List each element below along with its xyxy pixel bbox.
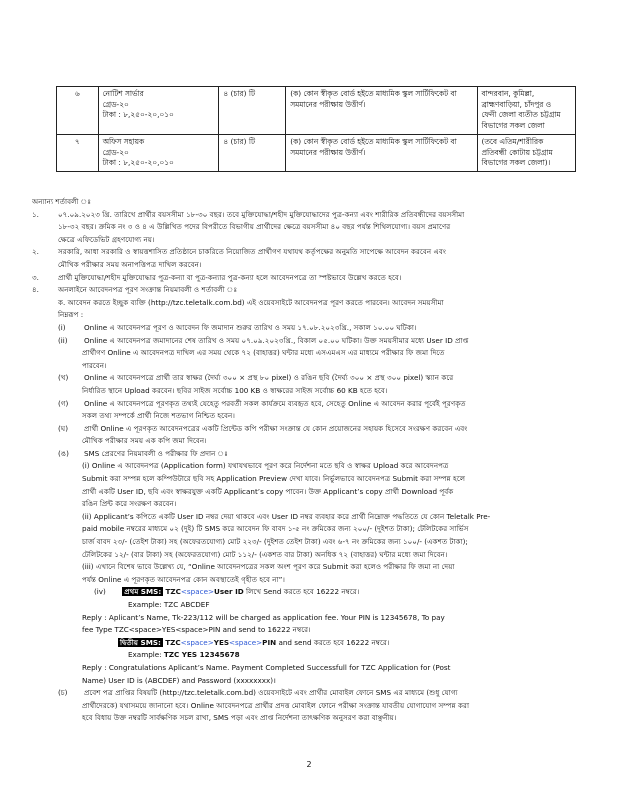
sms-rule-line: রঙিন প্রিন্ট করে সংরক্ষণ করবেন। bbox=[82, 499, 177, 509]
conditions-section bbox=[32, 196, 588, 725]
online-item-line: (চ) প্রবেশ পত্র প্রাপ্তির বিষয়টি (http://tzc.teletalk.com.bd) ওয়েবসাইটে এবং প্রার্থীর মোবাইল ফোনে SMS এর মাধ্যমে (শুধু যোগ্য bbox=[58, 688, 458, 698]
quota-line: প্রতিবন্ধী কোটায় চট্টগ্রাম bbox=[481, 147, 553, 157]
quota-cell bbox=[477, 134, 576, 171]
online-item-line: নির্ধারিত স্থানে Upload করবেন। ছবির সাইজ সর্বোচ্চ 100 KB ও স্বাক্ষরের সাইজ সর্বোচ্চ 60 KB হতে হবে। bbox=[82, 385, 388, 395]
condition-line: ১. ০৭.০৯.২০২৩ খ্রি. তারিখে প্রার্থীর বয়সসীমা ১৮-৩০ বছর। তবে মুক্তিযোদ্ধা/শহীদ মুক্তিযোদ্ধাদের পুত্র-কন্যা এবং শারীরিক প্রতিবন্ধীদের বয়সসীমা bbox=[32, 209, 588, 222]
count-cell: ৪ (চার) টি bbox=[219, 87, 286, 135]
serial-cell: ৭ bbox=[57, 134, 99, 171]
table-row bbox=[57, 87, 576, 135]
sms-rule-line: পর্যন্ত Online এ পূরণকৃত আবেদনপত্র কোন অবস্থাতেই গৃহীত হবে না”। bbox=[82, 574, 285, 584]
online-item-line: সকল তথ্য সম্পর্কে প্রার্থী নিজে শতভাগ নিশ্চিত হবেন। bbox=[82, 411, 235, 421]
quota-line: বিভাগের সকল জেলা bbox=[481, 121, 545, 131]
post-name: নোটিশ সার্ভার bbox=[102, 89, 144, 98]
quota-line: (তবে এতিম/শারীরিক bbox=[481, 136, 544, 146]
online-item-line: (খ) Online এ আবেদনপত্রে প্রার্থী তার স্বাক্ষর (দৈর্ঘ্য ৩০০ × প্রস্থ ৮০ pixel) ও রঙিন ছবি (দৈর্ঘ্য ৩০০ × প্রস্থ ৩০০ pixel) স্ক্যান করে bbox=[58, 373, 454, 383]
sms-rule-line: (i) Online এ আবেদনপত্র (Application form) যথাযথভাবে পূরণ করে নির্দেশনা মতে ছবি ও স্বাক্ষর Upload করে আবেদনপত্র bbox=[82, 461, 449, 471]
quota-line: বান্দরবান, কুমিল্লা, bbox=[481, 89, 535, 98]
second-sms-line: দ্বিতীয় SMS: TZC<space>YES<space>PIN and send করতে হবে 16222 নম্বরে। bbox=[120, 637, 390, 647]
posts-table bbox=[56, 86, 576, 172]
quota-line: ফেনী জেলা ব্যতীত চট্টগ্রাম bbox=[481, 110, 561, 120]
page-number: 2 bbox=[306, 760, 312, 769]
sms-rule-line: (ii) Applicant’s কপিতে একটি User ID নম্বর দেয়া থাকবে এবং User ID নম্বর ব্যবহার করে প্রার্থী নিম্নোক্ত পদ্ধতিতে যে কোন Teletalk Pre- bbox=[82, 511, 491, 521]
condition-line: ২. সরকারি, আধা সরকারি ও স্বায়ত্তশাসিত প্রতিষ্ঠানে চাকরিতে নিয়োজিত প্রার্থীগণ যথাযথ কর্তৃপক্ষের অনুমতি সাপেক্ষে আবেদন করবেন এবং bbox=[32, 246, 588, 259]
serial-cell: ৬ bbox=[57, 87, 99, 135]
qualification-cell: (ক) কোন স্বীকৃত বোর্ড হইতে মাধ্যমিক স্কুল সার্টিফিকেট বা সমমানের পরীক্ষায় উত্তীর্ণ। bbox=[286, 87, 477, 135]
condition-number: ২. bbox=[32, 247, 39, 257]
sms-rule-line: চার্জ বাবদ ২৩/- (তেইশ টাকা) সহ (অফেরতযোগ্য) মোট ২২৩/- (দুইশত তেইশ টাকা) এবং ৬-৭ নং ক্রমিকের জন্য ১০০/- (একশত টাকা); bbox=[82, 537, 468, 547]
online-item-line: (ঙ) SMS প্রেরণের নিয়মাবলী ও পরীক্ষার ফি প্রদান ঃ bbox=[58, 448, 228, 458]
sms-rule-line: প্রার্থী একটি User ID, ছবি এবং স্বাক্ষরযুক্ত একটি Applicant’s copy পাবেন। উক্ত Applicant’s copy প্রার্থী Download পূর্বক bbox=[82, 486, 454, 496]
condition-number: ১. bbox=[32, 209, 39, 219]
post-grade: গ্রেড-২০ bbox=[102, 99, 129, 109]
sms-reply-line: fee Type TZC<space>YES<space>PIN and send to 16222 নম্বরে। bbox=[82, 625, 311, 635]
post-grade: গ্রেড-২০ bbox=[102, 147, 129, 157]
condition-number: ৩. bbox=[32, 272, 39, 282]
sms-reply-line: Name) User ID is (ABCDEF) and Password (xxxxxxxx)। bbox=[82, 675, 276, 685]
condition-line: ৪. অনলাইনে আবেদনপত্র পূরণ সংক্রান্ত নিয়মাবলী ও শর্তাবলী ঃ bbox=[32, 284, 588, 297]
quota-line: বিভাগের সকল জেলা)। bbox=[481, 158, 551, 168]
sms-rule-line: Submit করা সম্পন্ন হলে কম্পিউটারে ছবি সহ Application Preview দেখা যাবে। নির্ভুলভাবে আবেদনপত্র Submit করা সম্পন্ন হলে bbox=[82, 474, 466, 484]
post-name: অফিস সহায়ক bbox=[102, 136, 145, 146]
sms-rule-line: টেলিটকের ১২/- (বার টাকা) সহ (অফেরতযোগ্য) মোট ১১২/- (একশত বার টাকা) অনধিক ৭২ (বাহাত্তর) ঘন্টার মধ্যে জমা দিবেন। bbox=[82, 549, 448, 559]
sms-rule-line: (iii) এখানে বিশেষ ভাবে উল্লেখ্য যে, “Online আবেদনপত্রের সকল অংশ পূরণ করে Submit করা হলেও পরীক্ষার ফি জমা না দেয়া bbox=[82, 562, 455, 572]
count-cell: ৪ (চার) টি bbox=[219, 134, 286, 171]
condition-line: মৌখিক পরীক্ষার সময় অনাপত্তিপত্র দাখিল করবেন। bbox=[58, 259, 202, 269]
quota-cell bbox=[477, 87, 576, 135]
condition-line: ক্ষেত্রে এফিডেভিট গ্রহণযোগ্য নয়। bbox=[58, 234, 155, 244]
online-intro-line: ক. আবেদন করতে ইচ্ছুক ব্যক্তি (http://tzc.teletalk.com.bd) এই ওয়েবসাইটে আবেদনপত্র পূরণ করতে পারবেন। আবেদন সময়সীমা bbox=[58, 297, 444, 307]
condition-number: ৪. bbox=[32, 285, 39, 295]
post-salary: টাকা : ৮,২৫০-২০,০১০ bbox=[102, 158, 174, 168]
first-sms-line: (iv) প্রথম SMS: TZC<space>User ID লিখে Send করতে হবে 16222 নম্বরে। bbox=[94, 587, 360, 597]
condition-line: ৩. প্রার্থী মুক্তিযোদ্ধা/শহীদ মুক্তিযোদ্ধার পুত্র-কন্যা বা পুত্র-কন্যার পুত্র-কন্যা হলে আবেদনপত্রে তা স্পষ্টভাবে উল্লেখ করতে হবে। bbox=[32, 272, 588, 285]
second-sms-badge: দ্বিতীয় SMS: bbox=[120, 637, 161, 647]
sms-example: Example: TZC YES 12345678 bbox=[128, 650, 240, 660]
post-cell bbox=[98, 134, 219, 171]
online-item-line: মৌখিক পরীক্ষার সময় এক কপি জমা দিবেন। bbox=[82, 436, 207, 446]
online-item-line: পারবেন। bbox=[82, 360, 107, 370]
online-item-line: (i) Online এ আবেদনপত্র পূরণ ও আবেদন ফি জমাদান শুরুর তারিখ ও সময় ১৭.০৮.২০২৩খ্রি., সকাল ১০.০০ ঘটিকা। bbox=[58, 322, 417, 332]
first-sms-badge: প্রথম SMS: bbox=[124, 587, 162, 597]
online-item-line: প্রার্থীগণ Online এ আবেদনপত্র দাখিল এর সময় থেকে ৭২ (বাহাত্তর) ঘন্টার মধ্যে এসএমএস এর মাধ্যমে পরীক্ষার ফি জমা দিতে bbox=[82, 348, 445, 358]
online-item-line: (গ) Online এ আবেদনপত্রে পূরণকৃত তথ্যই যেহেতু পরবর্তী সকল কার্যক্রমে ব্যবহৃত হবে, সেহেতু Online এ আবেদন করার পূর্বেই পূরণকৃত bbox=[58, 398, 466, 408]
post-salary: টাকা : ৮,২৫০-২০,০১০ bbox=[102, 110, 174, 120]
condition-line: ১৮-৩২ বছর। ক্রমিক নং ৩ ও ৪ এ উল্লিখিত পদের বিপরীতে বিভাগীয় প্রার্থীদের ক্ষেত্রে বয়সসীমা ৪০ বছর পর্যন্ত শিথিলযোগ্য। বয়স প্রমাণের bbox=[58, 222, 451, 232]
quota-line: ব্রাহ্মণবাড়িয়া, চাঁদপুর ও bbox=[481, 99, 552, 109]
online-intro-line: নিম্নরূপ : bbox=[58, 310, 84, 320]
conditions-heading: অন্যান্য শর্তাবলী ঃ bbox=[32, 197, 92, 206]
sms-reply-line: Reply : Aplicant’s Name, Tk-223/112 will be charged as application fee. Your PIN is 12345678, To pay bbox=[82, 612, 445, 622]
table-row bbox=[57, 134, 576, 171]
online-item-line: (ii) Online এ আবেদনপত্র জমাদানের শেষ তারিখ ও সময় ০৭.০৯.২০২৩খ্রি., বিকাল ০৫.০০ ঘটিকা। উক্ত সময়সীমার মধ্যে User ID প্রাপ্ত bbox=[58, 335, 469, 345]
online-item-line: হবে বিধায় উক্ত নম্বরটি সার্বক্ষণিক সচল রাখা, SMS পড়া এবং প্রাপ্ত নির্দেশনা তাৎক্ষণিক অনুসরণ করা বাঞ্ছনীয়। bbox=[82, 713, 397, 723]
post-cell bbox=[98, 87, 219, 135]
sms-example: Example: TZC ABCDEF bbox=[128, 600, 210, 609]
online-item-line: প্রার্থীদেরকে) যথাসময়ে জানানো হবে। Online আবেদনপত্রে প্রার্থীর প্রদত্ত মোবাইল ফোনে পরীক্ষা সংক্রান্ত যাবতীয় যোগাযোগ সম্পন্ন করা bbox=[82, 700, 470, 710]
qualification-cell: (ক) কোন স্বীকৃত বোর্ড হইতে মাধ্যমিক স্কুল সার্টিফিকেট বা সমমানের পরীক্ষায় উত্তীর্ণ। bbox=[286, 134, 477, 171]
online-item-line: (ঘ) প্রার্থী Online এ পূরণকৃত আবেদনপত্রের একটি প্রিন্টেড কপি পরীক্ষা সংক্রান্ত যে কোন প্রয়োজনের সহায়ক হিসেবে সংরক্ষণ করবেন এবং bbox=[58, 423, 468, 433]
sms-reply-line: Reply : Congratulations Aplicant’s Name. Payment Completed Successfull for TZC Application for (Post bbox=[82, 662, 451, 672]
sms-rule-line: paid mobile নম্বরের মাধ্যমে ০২ (দুই) টি SMS করে আবেদন ফি বাবদ ১-৫ নং ক্রমিকের জন্য ২০০/- (দুইশত টাকা); টেলিটকের সার্ভিস bbox=[82, 524, 469, 534]
